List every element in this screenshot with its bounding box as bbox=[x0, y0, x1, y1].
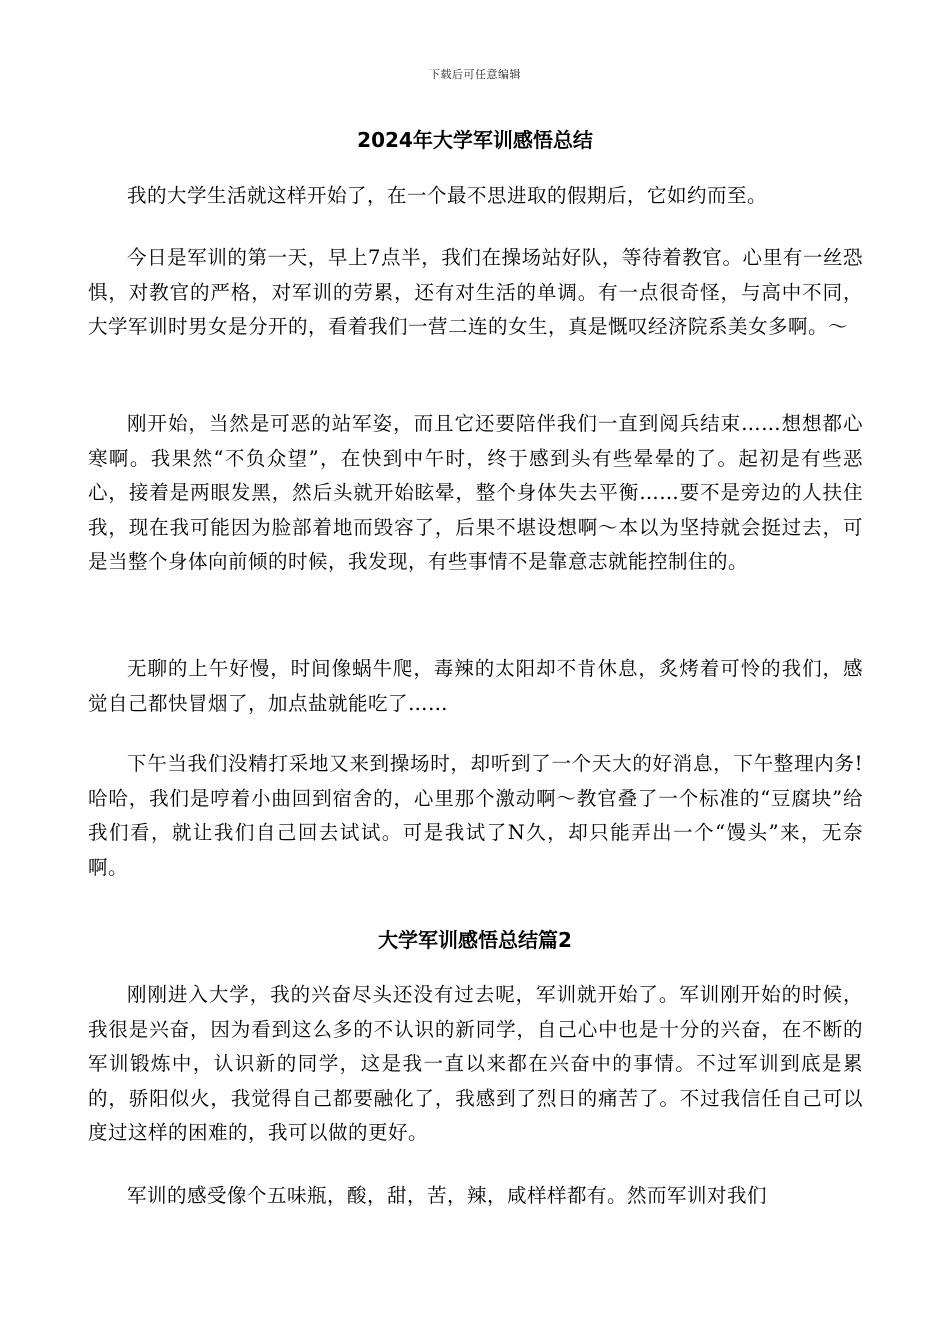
header-note: 下载后可任意编辑 bbox=[429, 68, 521, 81]
document-title: 2024年大学军训感悟总结 bbox=[357, 128, 593, 152]
section-2-title: 大学军训感悟总结篇2 bbox=[378, 928, 572, 952]
section-2-paragraph-2: 军训的感受像个五味瓶，酸，甜，苦，辣，咸样样都有。然而军训对我们 bbox=[127, 1184, 768, 1207]
paragraph-5: 下午当我们没精打采地又来到操场时，却听到了一个天大的好消息，下午整理内务!哈哈，我们是哼着小曲回到宿舍的，心里那个激动啊～教官叠了一个标准的“豆腐块”给我们看，就让我们自己回去试试。可是我试了N久，却只能弄出一个“馒头”来，无奈啊。 bbox=[88, 752, 863, 879]
paragraph-4: 无聊的上午好慢，时间像蜗牛爬，毒辣的太阳却不肯休息，炙烤着可怜的我们，感觉自己都快冒烟了，加点盐就能吃了…… bbox=[88, 657, 863, 715]
paragraph-2: 今日是军训的第一天，早上7点半，我们在操场站好队，等待着教官。心里有一丝恐惧，对教官的严格，对军训的劳累，还有对生活的单调。有一点很奇怪，与高中不同，大学军训时男女是分开的，看着我们一营二连的女生，真是慨叹经济院系美女多啊。～ bbox=[88, 246, 863, 338]
section-2-paragraph-1: 刚刚进入大学，我的兴奋尽头还没有过去呢，军训就开始了。军训刚开始的时候，我很是兴奋，因为看到这么多的不认识的新同学，自己心中也是十分的兴奋，在不断的军训锻炼中，认识新的同学，这是我一直以来都在兴奋中的事情。不过军训到底是累的，骄阳似火，我觉得自己都要融化了，我感到了烈日的痛苦了。不过我信任自己可以度过这样的困难的，我可以做的更好。 bbox=[88, 983, 863, 1144]
paragraph-3: 刚开始，当然是可恶的站军姿，而且它还要陪伴我们一直到阅兵结束……想想都心寒啊。我果然“不负众望”，在快到中午时，终于感到头有些晕晕的了。起初是有些恶心，接着是两眼发黑，然后头就开始眩晕，整个身体失去平衡……要不是旁边的人扶住我，现在我可能因为脸部着地而毁容了，后果不堪设想啊～本以为坚持就会挺过去，可是当整个身体向前倾的时候，我发现，有些事情不是靠意志就能控制住的。 bbox=[88, 412, 863, 573]
paragraph-1: 我的大学生活就这样开始了，在一个最不思进取的假期后，它如约而至。 bbox=[127, 184, 768, 207]
